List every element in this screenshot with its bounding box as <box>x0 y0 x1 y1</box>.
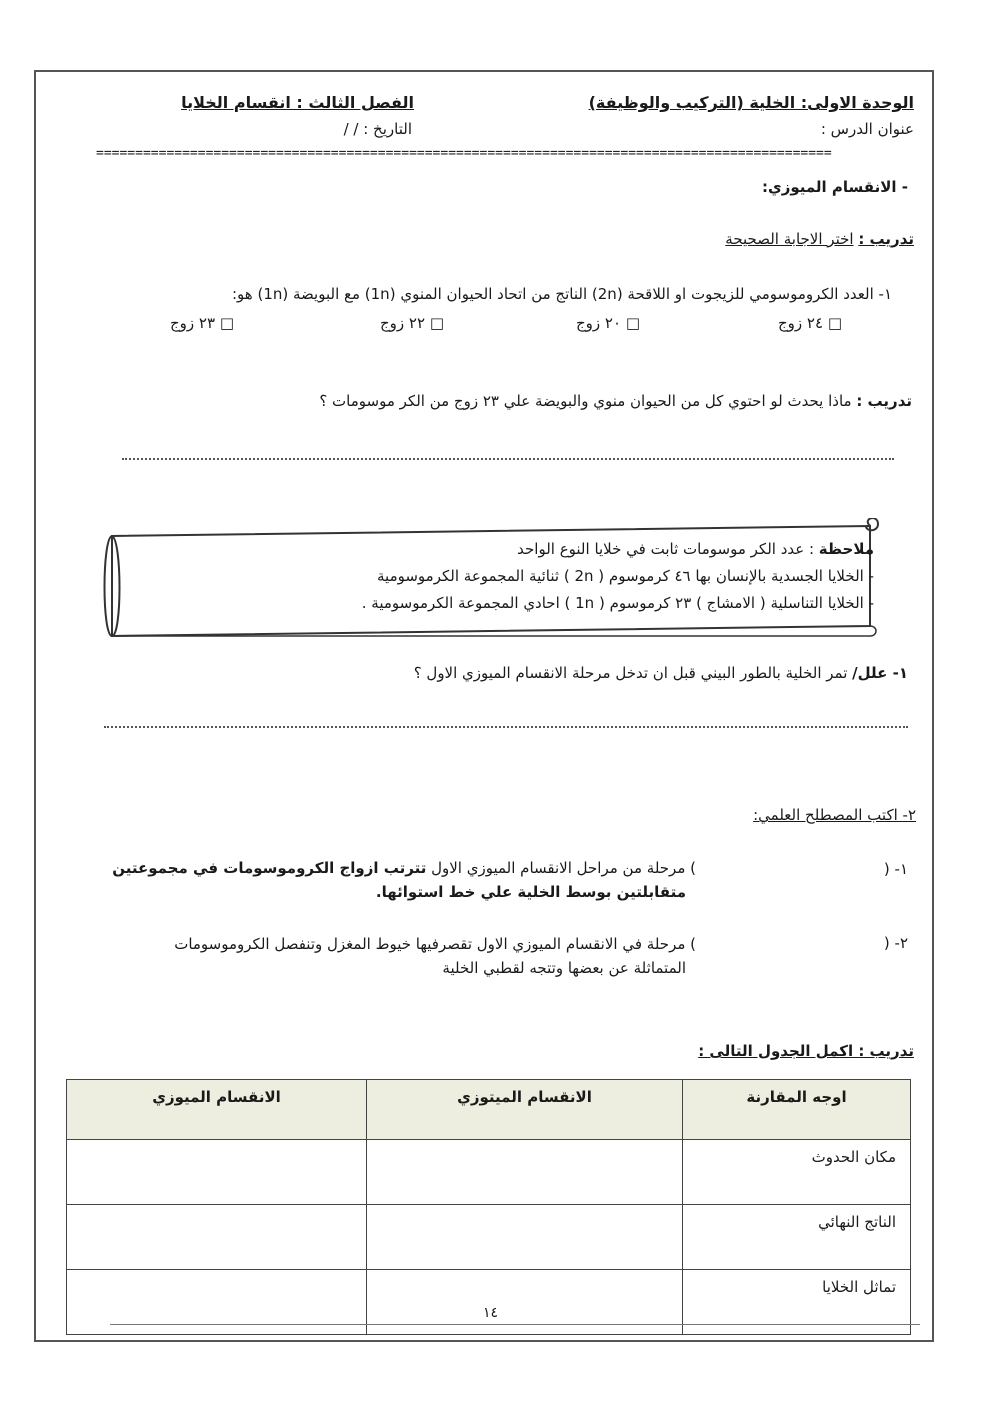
drill-3-heading <box>698 1042 914 1060</box>
option-23[interactable]: □ ٢٣ زوج <box>169 314 234 332</box>
note-line-1: : عدد الكر موسومات ثابت في خلايا النوع الواحد <box>517 540 819 558</box>
table-row <box>67 1205 911 1270</box>
row-label: الناتج النهائي <box>683 1205 911 1270</box>
footer-rule <box>110 1324 920 1325</box>
table-cell[interactable] <box>367 1140 683 1205</box>
term-1-bracket[interactable]: ١- ( <box>883 860 908 878</box>
drill-1-label: تدريب : <box>858 230 914 248</box>
table-cell[interactable] <box>67 1205 367 1270</box>
term-1-definition <box>112 856 696 904</box>
note-line-3: - الخلايا التناسلية ( الامشاج ) ٢٣ كرموسوم ( 1n ) احادي المجموعة الكرموسومية . <box>361 594 874 612</box>
header-aspect: اوجه المقارنة <box>683 1080 911 1140</box>
question-1: ١- العدد الكروموسومي للزيجوت او اللاقحة (2n) الناتج من اتحاد الحيوان المنوي (1n) مع البويضة (1n) هو: <box>231 285 892 303</box>
option-22[interactable]: □ ٢٢ زوج <box>379 314 444 332</box>
term-2-line-2: المتماثلة عن بعضها وتتجه لقطبي الخلية <box>442 959 686 977</box>
chapter-title: الفصل الثالث : انقسام الخلايا <box>181 93 414 112</box>
option-20[interactable]: □ ٢٠ زوج <box>575 314 640 332</box>
header-meiosis: الانقسام الميوزي <box>67 1080 367 1140</box>
reason-text: تمر الخلية بالطور البيني قبل ان تدخل مرحلة الانقسام الميوزي الاول ؟ <box>413 664 853 682</box>
date-label: التاريخ : / / <box>343 120 412 138</box>
option-24[interactable]: □ ٢٤ زوج <box>777 314 842 332</box>
row-label: مكان الحدوث <box>683 1140 911 1205</box>
drill-3-label: تدريب : <box>858 1042 914 1060</box>
drill-3-instruction: اكمل الجدول التالى : <box>698 1042 854 1060</box>
table-cell[interactable] <box>367 1205 683 1270</box>
term-2-text: ) مرحلة في الانقسام الميوزي الاول تقصرفيها خيوط المغزل وتنفصل الكروموسومات <box>174 935 696 953</box>
table-row <box>67 1140 911 1205</box>
section-heading: - الانقسام الميوزي: <box>761 178 908 196</box>
term-1-text: ) مرحلة من مراحل الانقسام الميوزي الاول <box>426 859 696 877</box>
answer-line-2[interactable] <box>104 726 908 728</box>
term-2-bracket[interactable]: ٢- ( <box>883 934 908 952</box>
header-mitosis: الانقسام الميتوزي <box>367 1080 683 1140</box>
terms-title: ٢- اكتب المصطلح العلمي: <box>753 806 916 824</box>
note-line-2: - الخلايا الجسدية بالإنسان بها ٤٦ كرموسوم ( 2n ) ثنائية المجموعة الكرموسومية <box>377 567 874 585</box>
note-box <box>362 536 874 617</box>
drill-2-heading <box>319 392 912 410</box>
unit-title: الوحدة الاولى: الخلية (التركيب والوظيفة) <box>588 93 914 112</box>
term-1-bold: تترتب ازواج الكروموسومات في مجموعتين <box>112 859 427 877</box>
drill-2-question: ماذا يحدث لو احتوي كل من الحيوان منوي والبويضة علي ٢٣ زوج من الكر موسومات ؟ <box>319 392 852 410</box>
reason-label: ١- علل/ <box>852 664 908 682</box>
answer-line-1[interactable] <box>122 458 894 460</box>
lesson-title-label: عنوان الدرس : <box>820 120 914 138</box>
drill-1-heading <box>725 230 914 248</box>
note-label: ملاحظة <box>818 540 874 558</box>
drill-2-label: تدريب : <box>856 392 912 410</box>
comparison-table <box>66 1079 911 1335</box>
table-header-row <box>67 1080 911 1140</box>
term-2-definition <box>174 932 696 980</box>
row-label: تماثل الخلايا <box>683 1270 911 1335</box>
term-1-line-2: متقابلتين بوسط الخلية علي خط استوائها. <box>375 883 686 901</box>
page-number: ١٤ <box>483 1305 499 1321</box>
drill-1-instruction: اختر الاجابة الصحيحة <box>725 230 854 248</box>
separator-line: ============================================================================================== <box>96 146 832 161</box>
table-cell[interactable] <box>67 1140 367 1205</box>
reason-question <box>414 664 908 682</box>
